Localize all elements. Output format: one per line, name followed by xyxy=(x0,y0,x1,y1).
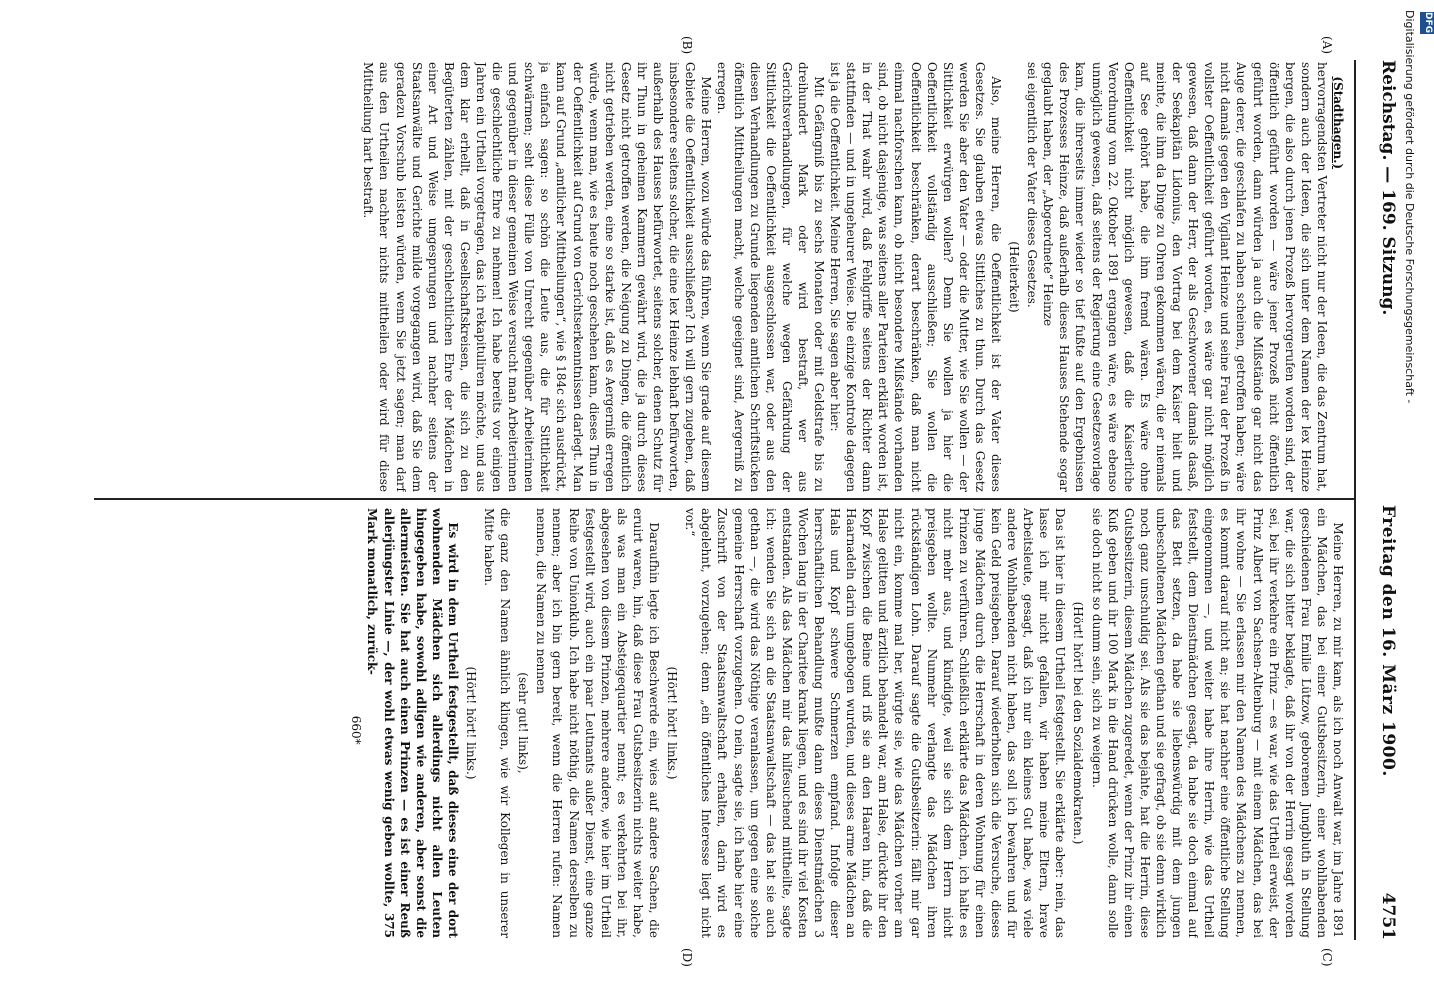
dfg-logo: DFG xyxy=(1420,12,1434,34)
interjection: (Hört! hört! links.) xyxy=(665,666,680,780)
header-rule xyxy=(1354,60,1356,940)
paragraph: hervorragendsten Vertreter nicht nur der Ideen, die das Zentrum hat, sondern auch der Ideen, die sich unter dem Namen der lex Heinze bergen, die also durch jenen Prozeß hervorgerufen worden sind, der öffentlich geführt worden — wäre jener Prozeß nicht öffentlich geführt worden, dann würden ja auch die Mißstände gar nicht das Auge derer, die geschlafen zu haben scheinen, getroffen haben; wäre nicht damals gegen den Vigilant Heinze und seine Frau der Prozeß in vollster Oeffentlichkeit geführt worden, es wäre gar nicht möglich gewesen, daß dann der Herr, der als Geschworener damals dasaß, der Seekapitän Lidonius, den Vortrag bei dem Kaiser hielt und meinte, die ihm da Dinge zu Ohren gekommen wären, die er niemals auf See gehört habe, die ihm fremd wären. Es wäre ohne Oeffentlichkeit nicht möglich gewesen, daß die Kaiserliche Verordnung vom 22. Oktober 1891 ergangen wäre, es wäre ebenso unmöglich gewesen, daß seitens der Regierung eine Gesetzesvorlage kam, die ihrerseits immer wieder so tief fußte auf den Ergebnissen des Prozesses Heinze, daß außerhalb dieses Hauses Stehende sogar geglaubt haben, der „Abgeordnete“ Heinze xyxy=(1041,62,1329,492)
margin-marker-b: (B) xyxy=(680,36,694,55)
paragraph: Also, meine Herren, die Oeffentlichkeit ist der Vater dieses Gesetzes. Sie glauben etwas Sittliches zu thun. Durch das Gesetz werden Sie aber den Vater — oder die Mutter, wie Sie wollen — der Sittlichkeit erwürgen wollen? Denn Sie wollen ja hier die Oeffentlichkeit vollständig ausschließen; Sie wollen die Oeffentlichkeit beschränken, derart beschränken, daß man nicht einmal nachforschen kann, ob nicht besondere Mißstände vorhanden sind, ob nicht dasjenige, was seitens aller Parteien erklärt worden ist, in der That wahr wird, daß Fehlgriffe seitens der Richter dann stattfinden — und in ungeheurer Weise. Die einzige Kontrole dagegen ist ja die Oeffentlichkeit. Meine Herren, Sie sagen aber hier: xyxy=(828,62,1004,492)
interjection: (Hört! hört! bei den Sozialdemokraten.) xyxy=(1071,601,1086,845)
paragraph: Meine Herren, wozu würde das führen, wenn Sie grade auf diesem Gebiete die Oeffentlichkeit ausschließen? Ich will gern zugeben, daß insbesondere seitens solcher, die eine lex Heinze lebhaft befürworten, außerhalb des Hauses befürwortet, seitens solcher, denen Schutz für ihr Thun in geheimen Kammern gewährt wird, die ja durch dieses Gesetz nicht getroffen werden, die Neigung zu Dingen, die öffentlich nicht getrieben werden, eine so starke ist, daß es Aergerniß erregen würde, wenn man, wie es heute noch geschehen kann, dieses Thun in der Oeffentlichkeit auf Grund von Gerichtserkenntnissen darlegt. Man kann auf Grund „amtlicher Mittheilungen“, wie § 184c sich ausdrückt, ja einfach sagen: so schön die Leute aus, die für Sittlichkeit schwärmen; seht diese Fülle von Unrecht gegenüber Arbeiterinnen und gegenüber in dieser gemeinen Weise versucht man Arbeiterinnen die geschlechtliche Ehre zu nehmen! Ich habe bereits vor einigen Jahren ein Urtheil vorgetragen, das ich rekapituliren möchte, und aus dem klar erhellt, daß in Gesellschaftskreisen, die sich zu den Begüterten zählen, mit der geschlechtlichen Ehre der Mädchen in einer Art und Weise umgesprungen und nachher seitens der Staatsanwälte und Gerichte milde vorgegangen wird, daß Sie dem geradezu Vorschub leisten würden, wenn Sie jetzt sagen; man darf aus den Urtheilen nachher nichts mittheilen oder wird für diese Mittheilung hart bestraft. xyxy=(361,62,714,492)
header-date: Freitag den 16. März 1900. xyxy=(1378,505,1398,777)
left-column xyxy=(46,62,1346,492)
right-column xyxy=(46,508,1346,938)
paragraph: die ganz den Namen ähnlich klingen, wie wir Kollegen in unserer Mitte haben. xyxy=(482,508,513,938)
paragraph: Meine Herren, zu mir kam, als ich noch Anwalt war, im Jahre 1891 ein Mädchen, das bei einer Gutsbesitzerin, einer wohlhabenden geschiedenen Frau Emilie Lützow, geborenen Jungbluth in Stellung war, die sich bitter beklagte, daß ihr von der Herrin gesagt worden sei, bei ihr verkehre ein Prinz — es war, wie das Urtheil erweist, der Prinz Albert von Sachsen-Altenburg — mit einem Mädchen, das bei ihr wohne — Sie erlassen mir den Namen des Mädchens zu nennen, es kommt darauf nicht an; sie hat nachher eine öffentliche Stellung eingenommen —, und weiter habe ihre Herrin, wie das Urtheil feststellt, dem Dienstmädchen gesagt, da habe sie doch einmal auf das Bett setzen, da habe sie liebenswürdig mit dem jungen unbescholtenen Mädchen gethan und sie gefragt, ob sie denn wirklich noch ganz unschuldig sei. Als sie das bejahte, hat die Herrin, diese Gutsbesitzerin, diesem Mädchen zugeredet, wenn der Prinz ihr einen Kuß geben und ihr 100 Mark in die Hand drücken wolle, dann solle sie doch nicht so dumm sein, sich zu weigern. xyxy=(1089,508,1345,938)
paragraph: Das ist hier in diesem Urtheil festgestellt. Sie erklärte aber: nein, das lasse ich mir nicht gefallen, wir haben meine Eltern, brave Arbeitsleute, gesagt, daß ich nur ein kleines Gut habe, was viele andere Wohlhabenden nicht haben, das soll ich bewahren und für kein Geld preisgeben. Darauf wiederholten sich die Versuche, dieses junge Mädchen durch die Herrschaft in deren Wohnung für einen Prinzen zu verführen. Schließlich erklärte das Mädchen, ich halte es nicht mehr aus, und kündigte, weil sie sich dem Herrn nicht preisgeben wollte. Nunmehr verlangte das Mädchen ihren rückständigen Lohn. Darauf sagte die Gutsbesitzerin: fällt mir gar nicht ein, komme mal her, würgte sie, wie das Mädchen vorher am Halse gelitten und ärztlich behandelt war, am Halse, drückte ihr den Kopf zwischen die Beine und riß sie an den Haaren hin, daß die Haarnadeln darin umgebogen wurden, und dieses arme Mädchen an Hals und Kopf schwere Schmerzen empfand. Infolge dieser herrschaftlichen Behandlung mußte dann dieses Dienstmädchen 3 Wochen lang in der Charitee krank liegen, und es sind ihr viel Kosten entstanden. Als das Mädchen mir das hilfesuchend mittheilte, sagte ich: wenden Sie sich an die Staatsanwaltschaft — das hat sie auch gethan —, die wird das Nöthige veranlassen, um gegen eine solche gemeine Herrschaft vorzugehen. O nein, sagte sie, ich habe hier eine Zuschrift von der Staatsanwaltschaft erhalten, darin wird es abgelehnt, vorzugehen; denn „ein öffentliches Interesse liegt nicht vor.“ xyxy=(683,508,1068,938)
margin-marker-a: (A) xyxy=(1320,36,1334,55)
header-left: Reichstag. — 169. Sitzung. xyxy=(1378,60,1398,316)
paragraph: sei eigentlich der Vater dieses Gesetzes. xyxy=(1025,62,1040,308)
interjection: (Hört! hört! links.) xyxy=(464,666,479,780)
paragraph: Daraufhin legte ich Beschwerde ein, wies auf andere Sachen, die eruirt waren, hin, daß diese Frau Gutsbesitzerin nichts weiter habe, als was man ein Absteigequartier nennt; es verkehrten bei ihr, abgesehen von diesem Prinzen, mehrere andere, wie hier im Urtheil festgestellt wird, auch ein paar Leutnants außer Dienst, eine ganze Reihe von Unionklub. Ich habe nicht nöthig, die Namen derselben zu nennen; aber ich bin gern bereit, wenn die Herren rufen: Namen nennen, die Namen zu nennen xyxy=(534,508,662,938)
paragraph: Es wird in dem Urtheil festgestellt, daß dieses eine der dort wohnenden Mädchen sich allerdings nicht allen Leuten hingegeben habe, sowohl adligen wie anderen, aber sonst die allermeisten. Sie hat auch einen Prinzen — es ist einer Reuß allerjüngster Linie —, der wohl etwas wenig geben wollte, 375 Mark monatlich, zurück- xyxy=(365,508,460,938)
speaker-label: (Stadthagen.) xyxy=(1331,76,1345,170)
column-divider xyxy=(94,498,1354,500)
signature-mark: 660* xyxy=(349,715,364,745)
margin-marker-d: (D) xyxy=(680,948,694,967)
digitization-watermark: Digitalisierung gefördert durch die Deutsche Forschungsgemeinschaft - xyxy=(1403,10,1416,404)
margin-marker-c: (C) xyxy=(1320,948,1334,967)
interjection: (sehr gut! links), xyxy=(516,672,531,774)
quoted-law-paragraph: Mit Gefängniß bis zu sechs Monaten oder mit Geldstrafe bis zu dreihundert Mark oder wird bestraft, wer aus Gerichtsverhandlungen, für welche wegen Gefährdung der Sittlichkeit die Oeffentlichkeit ausgeschlossen war, oder aus den diesen Verhandlungen zu Grunde liegenden amtlichen Schriftstücken öffentlich Mittheilungen macht, welche geeignet sind, Aergerniß zu erregen. xyxy=(715,62,826,492)
interjection: (Heiterkeit) xyxy=(1007,241,1022,313)
page-number: 4751 xyxy=(1378,892,1398,940)
